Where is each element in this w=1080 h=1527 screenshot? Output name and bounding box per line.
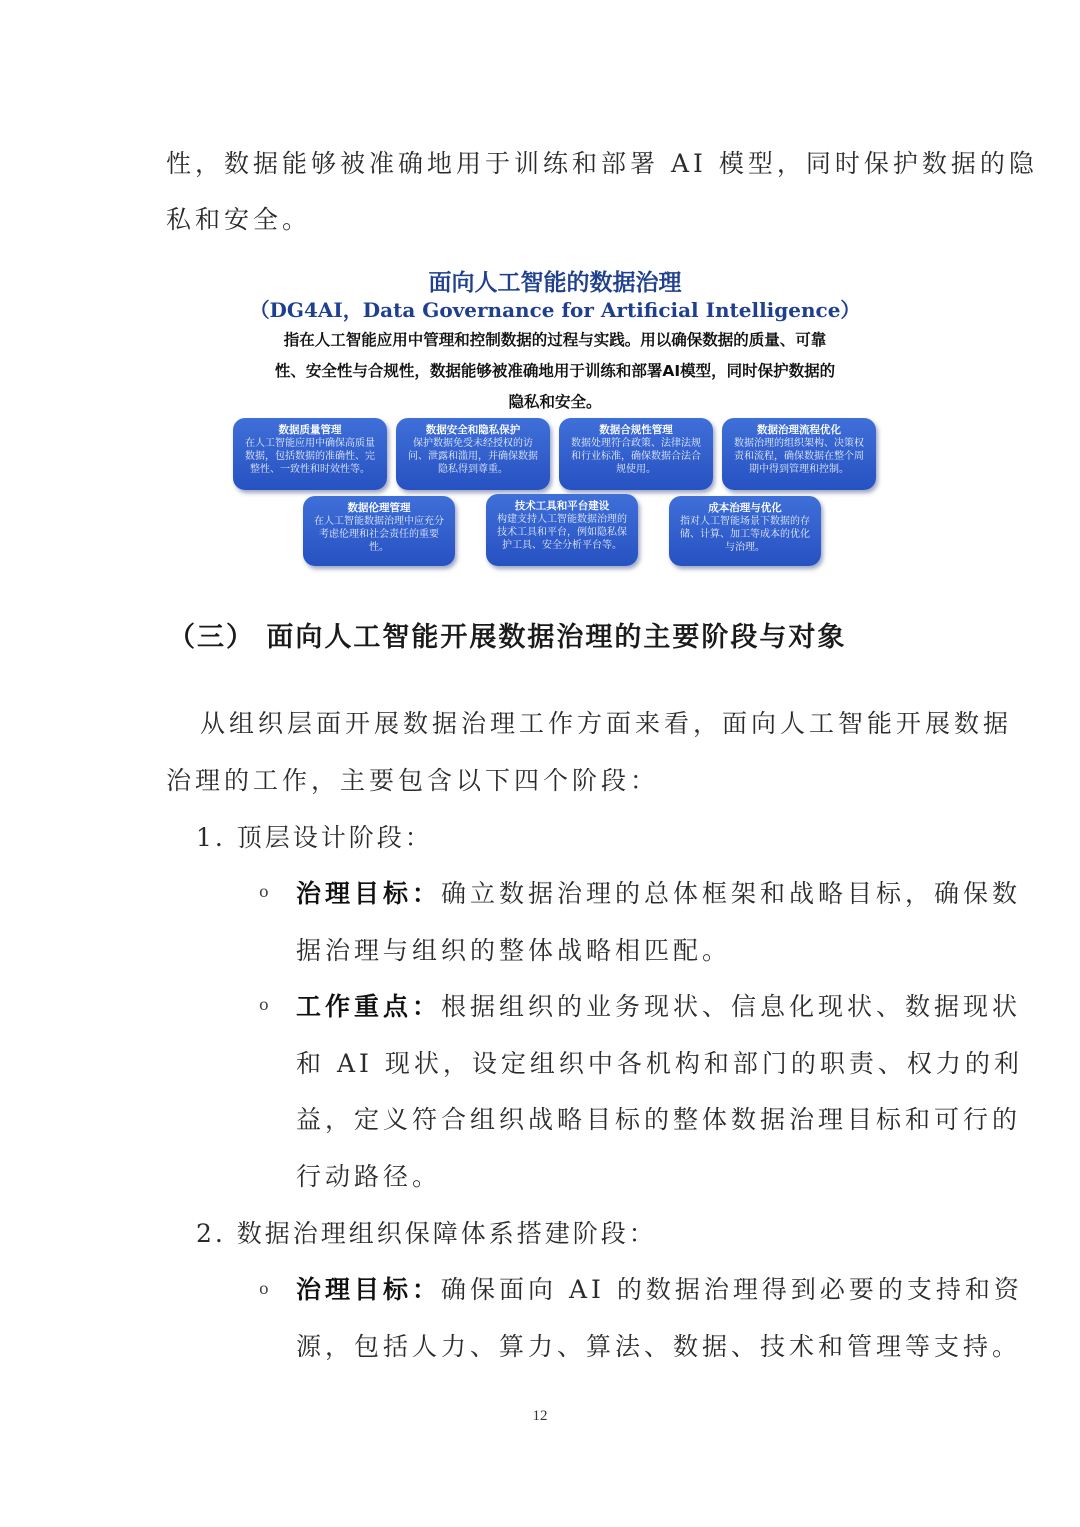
bullet-term: 治理目标：	[296, 879, 442, 908]
box-body: 构建支持人工智能数据治理的技术工具和平台，例如隐私保护工具、安全分析平台等。	[497, 514, 627, 551]
diagram-desc-line-1: 指在人工智能应用中管理和控制数据的过程与实践。用以确保数据的质量、可靠	[283, 331, 827, 349]
intro-line-1: 性，数据能够被准确地用于训练和部署 AI 模型，同时保护数据的隐	[166, 149, 1038, 178]
box-body: 保护数据免受未经授权的访问、泄露和滥用，并确保数据隐私得到尊重。	[408, 438, 538, 475]
diagram-title: 面向人工智能的数据治理	[428, 270, 682, 296]
stage-2-bullet-1-line-1	[296, 1270, 1023, 1306]
box-title: 数据合规性管理	[599, 424, 673, 436]
stage-1-bullet-2-line-3: 益，定义符合组织战略目标的整体数据治理目标和可行的	[296, 1105, 1022, 1134]
box-title: 数据治理流程优化	[757, 424, 841, 436]
stage-1-bullet-1-line-1	[296, 874, 1021, 910]
bullet-term: 治理目标：	[296, 1275, 442, 1304]
box-body: 数据治理的组织架构、决策权责和流程，确保数据在整个周期中得到管理和控制。	[734, 438, 864, 475]
stage-1-bullet-1-line-2: 据治理与组织的整体战略相匹配。	[296, 936, 732, 965]
bullet-term: 工作重点：	[296, 992, 442, 1021]
box-body: 在人工智能应用中确保高质量数据，包括数据的准确性、完整性、一致性和时效性等。	[245, 438, 375, 475]
section-para-line-1: 从组织层面开展数据治理工作方面来看，面向人工智能开展数据	[200, 709, 1013, 738]
box-title: 数据安全和隐私保护	[425, 424, 521, 436]
stage-1-label: 1. 顶层设计阶段：	[196, 823, 433, 852]
diagram-subtitle: （DG4AI，Data Governance for Artificial Intelligence）	[249, 298, 861, 322]
stage-2-label: 2. 数据治理组织保障体系搭建阶段：	[196, 1219, 657, 1248]
bullet-text: 确立数据治理的总体框架和战略目标，确保数	[441, 879, 1022, 908]
dg4ai-diagram	[225, 262, 885, 572]
bullet-text: 根据组织的业务现状、信息化现状、数据现状	[441, 992, 1022, 1021]
intro-line-2: 私和安全。	[166, 205, 312, 234]
stage-1-bullet-2-line-1	[296, 987, 1021, 1023]
box-data-quality	[233, 418, 387, 490]
box-body: 数据处理符合政策、法律法规和行业标准，确保数据合法合规使用。	[571, 438, 701, 475]
box-tools-platform	[486, 494, 638, 566]
box-title: 数据伦理管理	[347, 502, 411, 514]
box-body: 指对人工智能场景下数据的存储、计算、加工等成本的优化与治理。	[680, 516, 810, 553]
bullet-icon: o	[259, 882, 269, 901]
box-process-optimization	[722, 418, 876, 490]
diagram-desc-line-3: 隐私和安全。	[508, 393, 602, 411]
bullet-icon: o	[259, 1279, 269, 1298]
box-compliance	[559, 418, 713, 490]
box-security-privacy	[396, 418, 550, 490]
box-title: 数据质量管理	[278, 424, 342, 436]
diagram-desc-line-2: 性、安全性与合规性，数据能够被准确地用于训练和部署AI模型，同时保护数据的	[274, 362, 836, 380]
bullet-icon: o	[259, 995, 269, 1014]
page-number: 12	[532, 1408, 548, 1424]
section-para-line-2: 治理的工作，主要包含以下四个阶段：	[166, 766, 660, 795]
box-body: 在人工智能数据治理中应充分考虑伦理和社会责任的重要性。	[314, 516, 444, 553]
bullet-text: 确保面向 AI 的数据治理得到必要的支持和资	[441, 1275, 1023, 1304]
stage-2-bullet-1-line-2: 源，包括人力、算力、算法、数据、技术和管理等支持。	[296, 1332, 1022, 1361]
box-title: 技术工具和平台建设	[514, 500, 610, 512]
box-title: 成本治理与优化	[708, 502, 782, 514]
section-heading: （三） 面向人工智能开展数据治理的主要阶段与对象	[168, 622, 847, 653]
box-ethics	[303, 496, 455, 566]
stage-1-bullet-2-line-2: 和 AI 现状，设定组织中各机构和部门的职责、权力的利	[296, 1049, 1023, 1078]
stage-1-bullet-2-line-4: 行动路径。	[296, 1162, 442, 1191]
box-cost-optimization	[669, 496, 821, 566]
